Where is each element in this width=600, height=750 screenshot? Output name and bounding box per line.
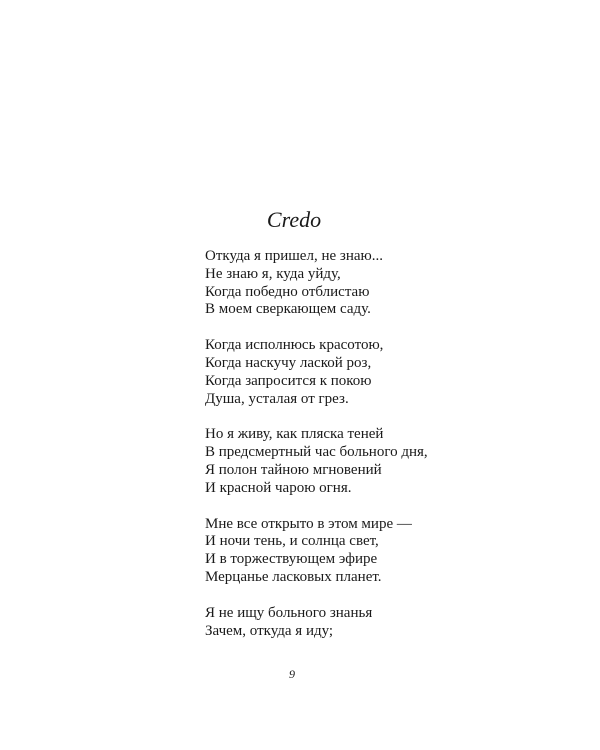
poem-line: Мне все открыто в этом мире —: [205, 515, 412, 532]
poem-line: Когда победно отблистаю: [205, 283, 370, 300]
poem-title-text: Credo: [266, 207, 322, 232]
poem-line: Когда наскучу лаской роз,: [205, 354, 372, 371]
poem-line: Когда запросится к покою: [205, 372, 372, 389]
stanza-4: [205, 516, 465, 587]
poem-line: Я не ищу больного знанья: [205, 604, 373, 621]
stanza-3: [205, 426, 465, 497]
poem-line: Зачем, откуда я иду;: [205, 622, 334, 639]
poem-line: Мерцанье ласковых планет.: [205, 568, 382, 585]
stanza-5: [205, 605, 465, 641]
poem-line: Не знаю я, куда уйду,: [205, 265, 341, 282]
stanza-1: [205, 248, 465, 319]
poem-line: Душа, усталая от грез.: [205, 390, 349, 407]
poem-line: И в торжествующем эфире: [205, 551, 378, 568]
poem-line: Когда исполнюсь красотою,: [205, 337, 384, 354]
poem-line: В предсмертный час больного дня,: [205, 444, 428, 461]
page-number-text: 9: [289, 667, 295, 681]
poem-line: И красной чарою огня.: [205, 479, 352, 496]
page-number: [0, 666, 600, 682]
poem-line: В моем сверкающем саду.: [205, 301, 371, 318]
poem-line: Я полон тайною мгновений: [205, 461, 382, 478]
poem-line: Но я живу, как пляска теней: [205, 426, 384, 443]
poem-title: [0, 206, 600, 234]
poem-body: [205, 248, 465, 658]
poem-line: И ночи тень, и солнца свет,: [205, 533, 379, 550]
stanza-2: [205, 337, 465, 408]
poem-line: Откуда я пришел, не знаю...: [205, 248, 383, 264]
